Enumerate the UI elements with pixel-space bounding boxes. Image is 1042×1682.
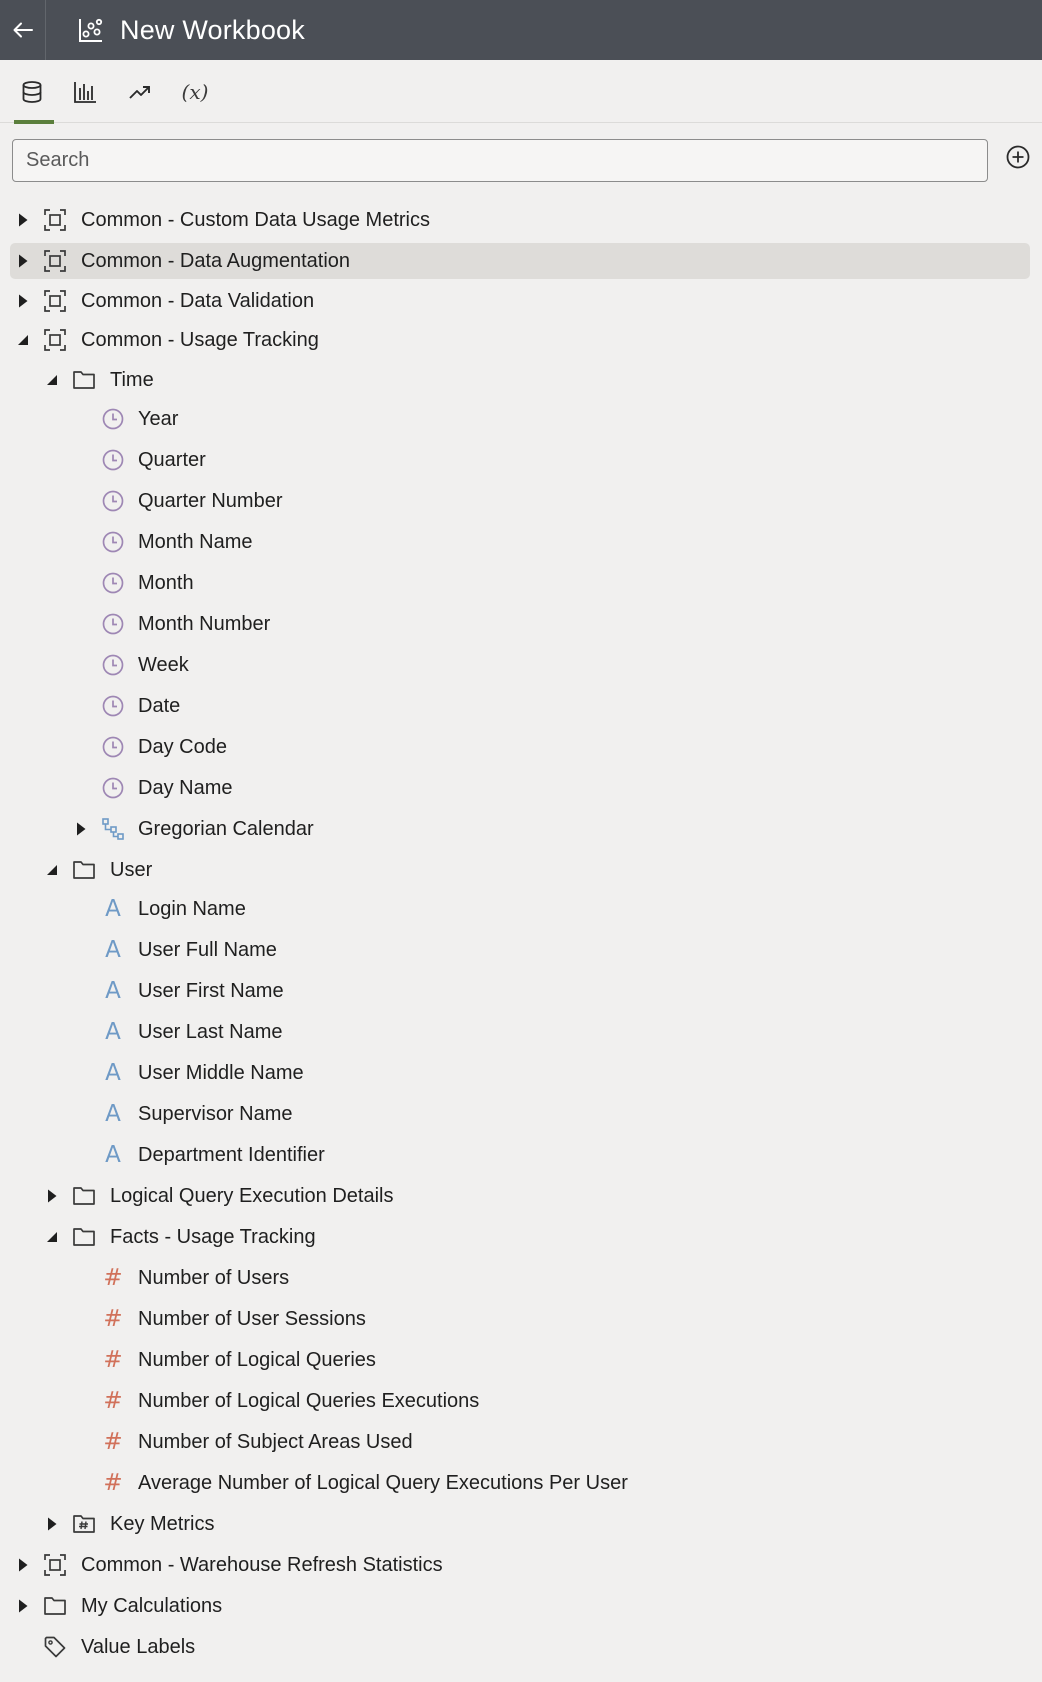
tree-item-month-name[interactable] [10,524,1030,560]
tree-item-my-calculations[interactable] [10,1588,1030,1624]
tree-item-quarter-number[interactable] [10,483,1030,519]
tree-item-label: Common - Data Validation [81,289,315,312]
tree-item-label: Number of Users [138,1266,290,1289]
folder-icon [72,1184,96,1208]
tree-item-month[interactable] [10,565,1030,601]
search-input[interactable] [12,139,988,182]
measure-icon: # [103,1469,123,1496]
collapse-toggle[interactable] [14,331,32,349]
expand-toggle[interactable] [14,211,32,229]
caret-right-icon [14,211,32,229]
page-title: New Workbook [120,14,305,45]
folder-icon [72,368,96,392]
clock-icon [101,489,125,513]
tree-item-label: Month [138,571,194,594]
tree-item-label: User [110,858,153,881]
tree-item-label: Department Identifier [138,1143,325,1166]
collapse-toggle[interactable] [43,371,61,389]
caret-down-icon [43,371,61,389]
expand-toggle[interactable] [14,1556,32,1574]
tree-item-label: Number of Logical Queries [138,1348,376,1371]
tree-item-label: Quarter Number [138,489,283,512]
tree-item-day-name[interactable] [10,770,1030,806]
tree-item-label: Common - Usage Tracking [81,328,319,351]
collapse-toggle[interactable] [43,861,61,879]
tree-item-label: Number of Subject Areas Used [138,1430,413,1453]
tree-item-label: Day Code [138,735,227,758]
attribute-icon: A [105,1059,121,1086]
tree-item-label: Date [138,694,181,717]
tree-item-label: Value Labels [81,1635,196,1658]
folder-icon [72,1225,96,1249]
tree-item-label: Number of Logical Queries Executions [138,1389,480,1412]
tree-item-year[interactable] [10,401,1030,437]
tree-item-common-data-validation[interactable] [10,283,1030,319]
clock-icon [101,735,125,759]
tree-item-date[interactable] [10,688,1030,724]
measure-icon: # [103,1346,123,1373]
clock-icon [101,612,125,636]
attribute-icon: A [105,1100,121,1127]
tree-item-week[interactable] [10,647,1030,683]
plus-circle-icon [1005,144,1031,170]
tree-item-facts-usage-tracking[interactable] [10,1219,1030,1255]
back-button[interactable] [0,0,46,60]
caret-right-icon [72,820,90,838]
tree-item-label: Day Name [138,776,233,799]
tag-icon [43,1635,67,1659]
folder-icon [72,858,96,882]
subject-area-icon [43,208,67,232]
tree-item-value-labels[interactable] [10,1629,1030,1665]
tree-item-label: Key Metrics [110,1512,215,1535]
tree-item-number-of-user-sessions[interactable] [10,1301,1030,1337]
tree-item-label: Facts - Usage Tracking [110,1225,316,1248]
tree-item-common-warehouse-refresh-statistics[interactable] [10,1547,1030,1583]
caret-right-icon [43,1187,61,1205]
tree-item-label: Number of User Sessions [138,1307,366,1330]
caret-down-icon [14,331,32,349]
tree-item-average-number-of-logical-query-executions-per-user[interactable] [10,1465,1030,1501]
measure-icon: # [103,1387,123,1414]
attribute-icon: A [105,936,121,963]
attribute-icon: A [105,977,121,1004]
subject-area-icon [43,1553,67,1577]
tree-item-label: User First Name [138,979,284,1002]
expand-toggle[interactable] [72,820,90,838]
caret-down-icon [43,861,61,879]
tab-analytics[interactable] [118,60,162,123]
tree-item-user-middle-name[interactable] [10,1055,1030,1091]
attribute-icon: A [105,895,121,922]
measure-icon: # [103,1428,123,1455]
tree-item-label: Quarter [138,448,206,471]
tree-item-number-of-logical-queries[interactable] [10,1342,1030,1378]
caret-right-icon [14,1556,32,1574]
caret-right-icon [14,292,32,310]
tree-item-label: User Full Name [138,938,277,961]
clock-icon [101,694,125,718]
subject-area-icon [43,328,67,352]
add-data-button[interactable] [1005,144,1031,170]
tree-item-user-first-name[interactable] [10,973,1030,1009]
clock-icon [101,776,125,800]
tree-item-label: My Calculations [81,1594,223,1617]
tree-item-label: Common - Custom Data Usage Metrics [81,208,430,231]
panel-tabs [0,60,1042,123]
tree-item-quarter[interactable] [10,442,1030,478]
tree-item-common-usage-tracking[interactable] [10,322,1030,358]
attribute-icon: A [105,1141,121,1168]
tree-item-time[interactable] [10,362,1030,398]
workbook-icon [78,17,104,43]
caret-right-icon [43,1515,61,1533]
metrics-folder-icon [72,1512,96,1536]
tree-item-user-full-name[interactable] [10,932,1030,968]
tree-item-label: Gregorian Calendar [138,817,314,840]
variable-icon: (x) [181,79,209,104]
subject-area-icon [43,289,67,313]
tree-item-user[interactable] [10,852,1030,888]
tree-item-label: Common - Warehouse Refresh Statistics [81,1553,443,1576]
clock-icon [101,571,125,595]
collapse-toggle[interactable] [43,1228,61,1246]
expand-toggle[interactable] [14,1597,32,1615]
attribute-icon: A [105,1018,121,1045]
tab-calculations[interactable] [173,60,217,123]
tree-item-label: Week [138,653,189,676]
tree-item-label: Logical Query Execution Details [110,1184,394,1207]
bar-chart-icon [73,80,97,104]
clock-icon [101,448,125,472]
tree-item-month-number[interactable] [10,606,1030,642]
tree-item-number-of-subject-areas-used[interactable] [10,1424,1030,1460]
expand-toggle[interactable] [14,252,32,270]
folder-icon [43,1594,67,1618]
search-row [12,139,1032,183]
caret-right-icon [14,252,32,270]
tree-item-user-last-name[interactable] [10,1014,1030,1050]
tree-item-number-of-logical-queries-executions[interactable] [10,1383,1030,1419]
expand-toggle[interactable] [43,1515,61,1533]
tab-visualizations[interactable] [63,60,107,123]
subject-area-icon [43,249,67,273]
tree-item-label: Login Name [138,897,246,920]
measure-icon: # [103,1305,123,1332]
tree-item-label: Common - Data Augmentation [81,249,351,272]
tree-item-gregorian-calendar[interactable] [10,811,1030,847]
database-icon [20,80,44,104]
tree-item-label: Month Name [138,530,253,553]
clock-icon [101,407,125,431]
arrow-left-icon [11,18,35,42]
tree-item-logical-query-execution-details[interactable] [10,1178,1030,1214]
tree-item-login-name[interactable] [10,891,1030,927]
caret-down-icon [43,1228,61,1246]
tree-item-key-metrics[interactable] [10,1506,1030,1542]
expand-toggle[interactable] [43,1187,61,1205]
tree-item-common-custom-data-usage-metrics[interactable] [10,202,1030,238]
tree-item-label: Year [138,407,179,430]
tree-item-label: Average Number of Logical Query Executions Per User [138,1471,628,1494]
tree-item-label: Supervisor Name [138,1102,293,1125]
tree-item-label: Time [110,368,154,391]
clock-icon [101,530,125,554]
expand-toggle[interactable] [14,292,32,310]
caret-right-icon [14,1597,32,1615]
tree-item-department-identifier[interactable] [10,1137,1030,1173]
tree-item-day-code[interactable] [10,729,1030,765]
tree-item-label: User Last Name [138,1020,283,1043]
tree-item-supervisor-name[interactable] [10,1096,1030,1132]
tree-item-label: Month Number [138,612,271,635]
measure-icon: # [103,1264,123,1291]
tree-item-common-data-augmentation[interactable] [10,243,1030,279]
hierarchy-icon [101,817,125,841]
app-header [0,0,1042,60]
tab-data[interactable] [10,60,54,123]
tree-item-number-of-users[interactable] [10,1260,1030,1296]
tree-item-label: User Middle Name [138,1061,304,1084]
trend-icon [128,80,152,104]
clock-icon [101,653,125,677]
